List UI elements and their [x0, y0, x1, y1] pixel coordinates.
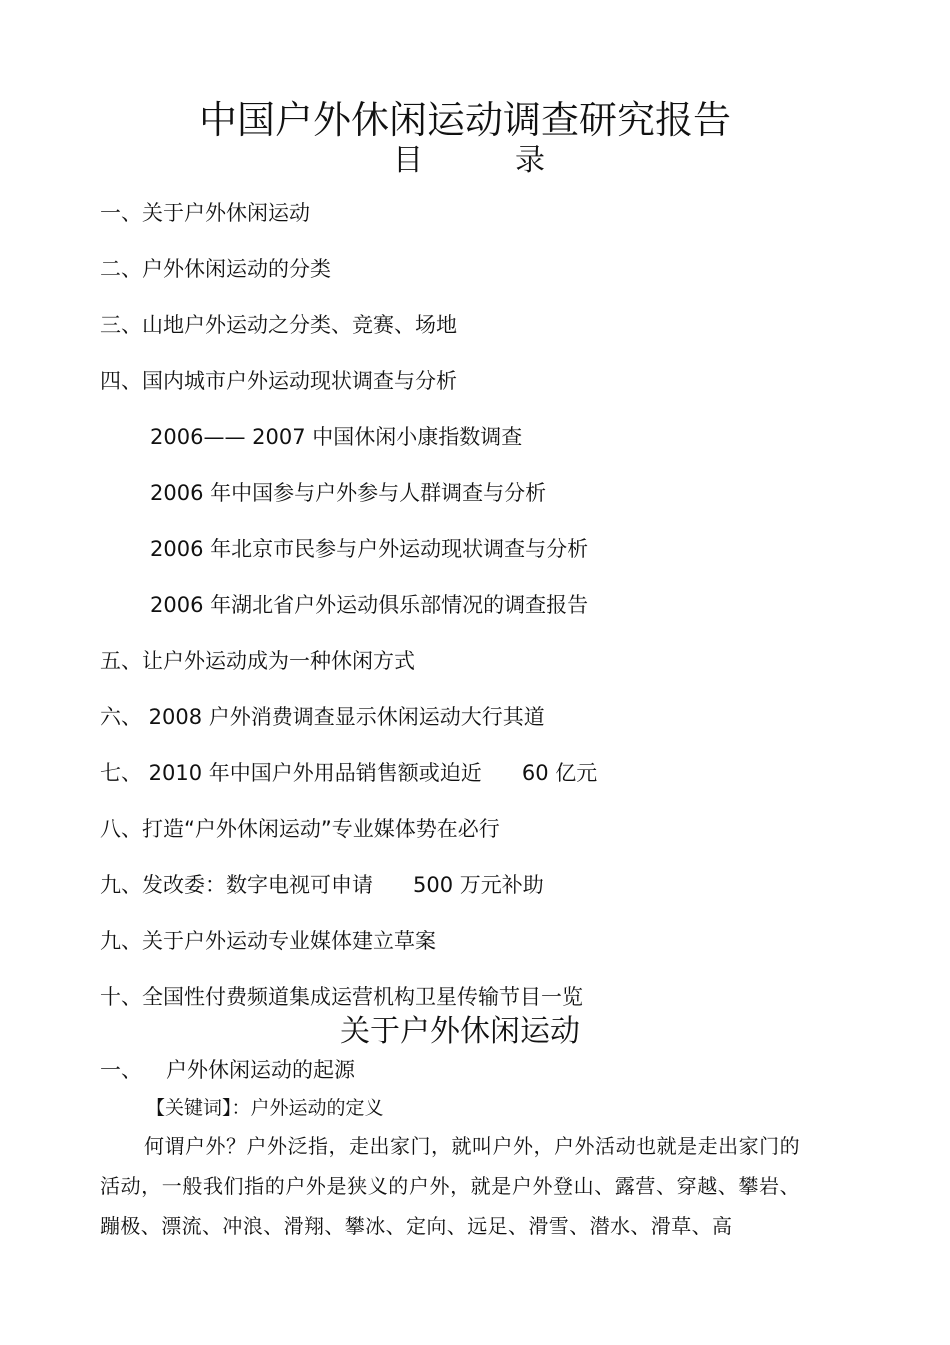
subsection-heading — [100, 1055, 355, 1085]
toc-item[interactable]: 三、山地户外运动之分类、竞赛、场地 — [100, 313, 457, 337]
toc-item[interactable]: 九、关于户外运动专业媒体建立草案 — [100, 929, 436, 953]
section-title: 关于户外休闲运动 — [340, 1014, 580, 1049]
toc-item[interactable]: 七、 2010 年中国户外用品销售额或迫近 60 亿元 — [100, 761, 598, 785]
toc-item[interactable]: 八、打造“户外休闲运动”专业媒体势在必行 — [100, 817, 500, 841]
toc-subitem[interactable]: 2006 年中国参与户外参与人群调查与分析 — [150, 481, 547, 505]
toc-item[interactable]: 一、关于户外休闲运动 — [100, 201, 310, 225]
toc-item[interactable]: 五、让户外运动成为一种休闲方式 — [100, 649, 415, 673]
toc-item[interactable]: 四、国内城市户外运动现状调查与分析 — [100, 369, 457, 393]
toc-subitem[interactable]: 2006 年湖北省户外运动俱乐部情况的调查报告 — [150, 593, 589, 617]
toc-heading-left: 目 — [393, 143, 423, 178]
subsection-number: 一、 — [100, 1058, 142, 1082]
toc-heading-right: 录 — [515, 143, 545, 178]
toc-subitem[interactable]: 2006 年北京市民参与户外运动现状调查与分析 — [150, 537, 589, 561]
toc-item[interactable]: 二、户外休闲运动的分类 — [100, 257, 331, 281]
toc-item[interactable]: 十、全国性付费频道集成运营机构卫星传输节目一览 — [100, 985, 583, 1009]
toc-heading — [393, 142, 545, 180]
toc-item[interactable]: 九、发改委：数字电视可申请 500 万元补助 — [100, 873, 544, 897]
body-paragraph: 何谓户外？户外泛指，走出家门，就叫户外，户外活动也就是走出家门的活动，一般我们指的户外是狭义的户外，就是户外登山、露营、穿越、攀岩、蹦极、漂流、冲浪、滑翔、攀冰、定向、远足、滑雪、潜水、滑草、高 — [100, 1134, 800, 1238]
report-title: 中国户外休闲运动调查研究报告 — [198, 98, 731, 142]
keyword-line: 【关键词】：户外运动的定义 — [146, 1097, 384, 1119]
toc-item[interactable]: 六、 2008 户外消费调查显示休闲运动大行其道 — [100, 705, 545, 729]
toc-subitem[interactable]: 2006—— 2007 中国休闲小康指数调查 — [150, 425, 523, 449]
subsection-title: 户外休闲运动的起源 — [166, 1058, 355, 1082]
